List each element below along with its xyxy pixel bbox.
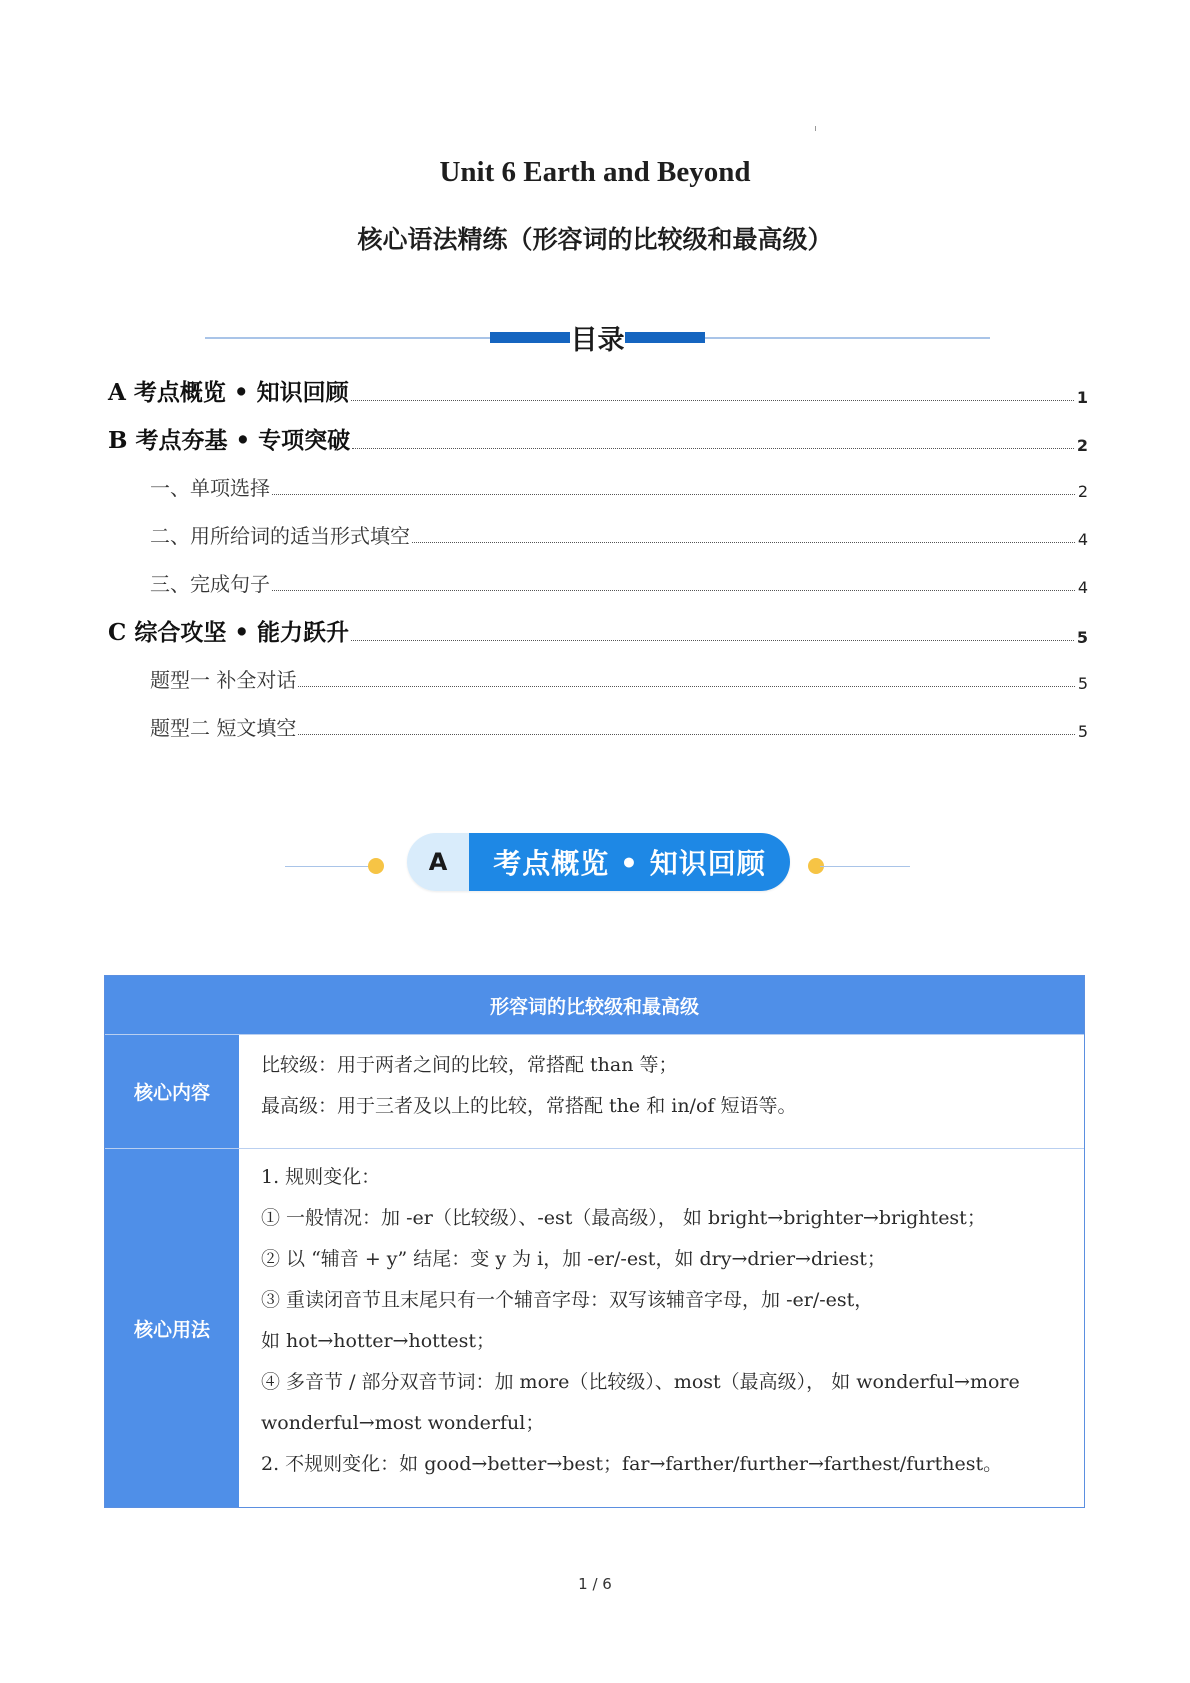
row-line: ① 一般情况：加 -er（比较级）、-est（最高级）， 如 bright→brighter→brightest； — [261, 1207, 986, 1229]
table-row — [105, 1034, 1084, 1148]
toc-entry[interactable] — [150, 472, 1088, 501]
row-line: 1. 规则变化： — [261, 1166, 381, 1188]
toc-entry[interactable] — [108, 614, 1088, 647]
toc-entry-label: 二、用所给词的适当形式填空 — [150, 524, 410, 548]
table-row — [105, 1148, 1084, 1507]
banner-dot-left — [368, 858, 384, 874]
toc-entry-label: 一、单项选择 — [150, 476, 270, 500]
toc-leader-dots — [298, 686, 1074, 687]
section-banner — [407, 833, 790, 891]
toc-entry-page: 5 — [1076, 628, 1088, 647]
toc-entry[interactable] — [150, 664, 1088, 693]
toc-entry[interactable] — [150, 520, 1088, 549]
row-line: wonderful→most wonderful； — [261, 1412, 545, 1434]
table-title: 形容词的比较级和最高级 — [105, 976, 1084, 1034]
row-content — [239, 1149, 1084, 1507]
toc-entry[interactable] — [150, 712, 1088, 741]
toc-leader-dots — [298, 734, 1074, 735]
row-line: 如 hot→hotter→hottest； — [261, 1330, 496, 1352]
toc-divider-right — [705, 337, 990, 339]
section-title: 考点概览 • 知识回顾 — [469, 833, 790, 891]
toc-accent-bar-right — [625, 332, 705, 343]
row-line: ③ 重读闭音节且末尾只有一个辅音字母：双写该辅音字母，加 -er/-est， — [261, 1289, 874, 1311]
toc-leader-dots — [351, 640, 1074, 641]
grammar-table — [104, 975, 1085, 1508]
toc-entry-label: A 考点概览 • 知识回顾 — [108, 379, 349, 406]
row-line: ④ 多音节 / 部分双音节词：加 more（比较级）、most（最高级）， 如 wonderful→more — [261, 1371, 1020, 1393]
toc-divider-left — [205, 337, 490, 339]
row-line: ② 以 “辅音 + y” 结尾：变 y 为 i，加 -er/-est，如 dry→drier→driest； — [261, 1248, 886, 1270]
toc-leader-dots — [412, 542, 1075, 543]
banner-line-right — [820, 866, 910, 867]
toc-entry-page: 5 — [1077, 674, 1088, 693]
toc-entry-page: 1 — [1076, 388, 1088, 407]
toc-entry-page: 2 — [1077, 482, 1088, 501]
row-line: 比较级：用于两者之间的比较，常搭配 than 等； — [261, 1054, 678, 1076]
toc-entry-page: 2 — [1076, 436, 1088, 455]
toc-entry-label: 题型二 短文填空 — [150, 716, 297, 740]
row-content — [239, 1035, 1084, 1148]
banner-line-left — [285, 866, 375, 867]
toc-entry-label: B 考点夯基 • 专项突破 — [108, 427, 351, 454]
toc-entry[interactable] — [150, 568, 1088, 597]
toc-entry[interactable] — [108, 374, 1088, 407]
page-title: Unit 6 Earth and Beyond — [439, 156, 751, 188]
section-letter: A — [407, 833, 469, 891]
row-key: 核心内容 — [105, 1035, 239, 1148]
row-key: 核心用法 — [105, 1149, 239, 1507]
toc-leader-dots — [351, 400, 1074, 401]
page-number: 1 / 6 — [578, 1575, 612, 1593]
toc-heading: 目录 — [570, 325, 625, 356]
decorative-mark — [815, 126, 816, 131]
row-line: 最高级：用于三者及以上的比较，常搭配 the 和 in/of 短语等。 — [261, 1095, 797, 1117]
toc-entry[interactable] — [108, 422, 1088, 455]
toc-entry-page: 4 — [1077, 530, 1088, 549]
toc-leader-dots — [272, 590, 1075, 591]
toc-entry-label: 三、完成句子 — [150, 572, 270, 596]
toc-leader-dots — [272, 494, 1075, 495]
toc-entry-label: 题型一 补全对话 — [150, 668, 297, 692]
page-subtitle: 核心语法精练（形容词的比较级和最高级） — [357, 225, 833, 254]
toc-entry-label: C 综合攻坚 • 能力跃升 — [108, 619, 350, 646]
toc-entry-page: 5 — [1077, 722, 1088, 741]
toc-entry-page: 4 — [1077, 578, 1088, 597]
toc-leader-dots — [352, 448, 1074, 449]
row-line: 2. 不规则变化：如 good→better→best；far→farther/further→farthest/furthest。 — [261, 1453, 1003, 1475]
toc-accent-bar-left — [490, 332, 570, 343]
